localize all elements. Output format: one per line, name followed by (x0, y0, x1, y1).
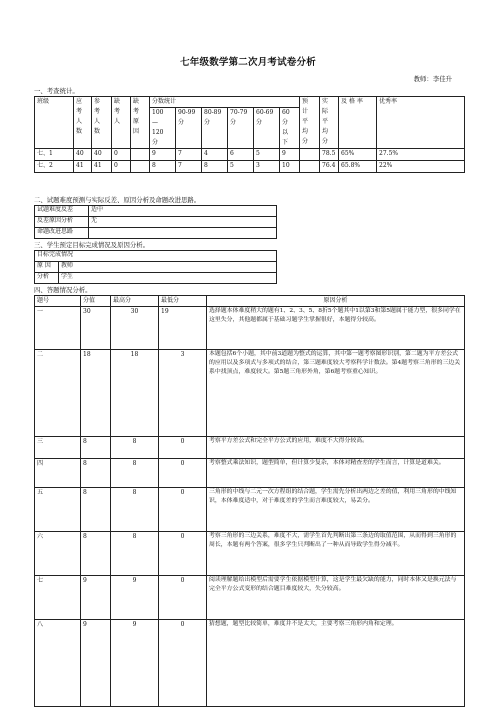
cell: 猜想题，题型比较简单，难度并不是太大，主要考察三角形内角和定理。 (207, 620, 465, 707)
table-row (35, 161, 465, 173)
section-3-heading: 三、学生预定目标完成情况及原因分析。 (34, 241, 150, 249)
header-reason-analysis: 原因分析 (207, 296, 465, 307)
cell: 9 (111, 620, 159, 707)
cell: 9 (81, 576, 111, 620)
cell: 18 (111, 350, 159, 437)
cell: 8 (111, 459, 159, 488)
table-row (35, 273, 277, 284)
cell: 五 (35, 488, 81, 532)
table-row (35, 307, 465, 350)
cell: 10 (280, 161, 300, 173)
cell: 8 (202, 161, 228, 173)
cell (300, 149, 320, 161)
cell: 8 (111, 532, 159, 576)
header-range-below-60: 60 分 以 下 (280, 108, 300, 149)
cell: 19 (159, 307, 207, 350)
header-min-score: 最低分 (159, 296, 207, 307)
cell (300, 161, 320, 173)
cell (89, 228, 277, 239)
teacher-name: 教师：李佳升 (413, 75, 452, 83)
cell (131, 149, 150, 161)
cell: 0 (159, 576, 207, 620)
cell: 78.5 (320, 149, 339, 161)
cell (131, 161, 150, 173)
cell: 27.5% (377, 149, 465, 161)
cell: 本题包括6个小题，其中前3道题为整式的运算，其中第一题考察图形识别，第二题为平方差公式的应用以及多项式与多项式的结合，第三题难度较大考察科学计数法。第4题考察三角形的三边关系中找顶点，难度较大。第5题三角形外角，第6题考察重心知识。 (207, 350, 465, 437)
table-row (35, 262, 277, 273)
section-4-heading: 四、答题情况分析。 (34, 286, 92, 294)
cell: 9 (111, 576, 159, 620)
header-range-80-89: 80-89 分 (202, 108, 228, 149)
student-label: 学生 (59, 273, 277, 284)
cell: 六 (35, 532, 81, 576)
cell: 七 (35, 576, 81, 620)
header-question-no: 题号 (35, 296, 81, 307)
table-row (35, 576, 465, 620)
cell: 考察整式乘法知识，题型简单，但计算少复杂，本体对精查差的学生而言，计算是道难关。 (207, 459, 465, 488)
header-range-60-69: 60-69 分 (254, 108, 280, 149)
cell: 22% (377, 161, 465, 173)
cell: 76.4 (320, 161, 339, 173)
table-row (35, 532, 465, 576)
table-row (35, 437, 465, 459)
header-class: 班级 (35, 97, 74, 149)
cell: 七、1 (35, 149, 74, 161)
table-row (35, 228, 277, 239)
header-should-attend: 应 考 人 数 (74, 97, 92, 149)
cell: 8 (81, 437, 111, 459)
cell: 18 (81, 350, 111, 437)
cell: 0 (159, 459, 207, 488)
cell: 0 (159, 532, 207, 576)
difficulty-table (34, 205, 277, 239)
cell: 65.8% (339, 161, 377, 173)
cell: 0 (112, 161, 131, 173)
cell: 9 (280, 149, 300, 161)
header-actual-avg: 实 际 平 均 分 (320, 97, 339, 149)
header-range-100-120: 100 — 120 分 (150, 108, 176, 149)
cell: 41 (74, 161, 92, 173)
cell: 考察平方差公式和完全平方公式的应用，难度不大得分较高。 (207, 437, 465, 459)
cell: 8 (150, 161, 176, 173)
cell: 30 (81, 307, 111, 350)
header-range-90-99: 90-99 分 (176, 108, 202, 149)
cell: 四 (35, 459, 81, 488)
table-row (35, 251, 277, 262)
teacher-label: 教师 (59, 262, 277, 273)
header-max-score: 最高分 (111, 296, 159, 307)
header-pass-rate: 及 格 率 (339, 97, 377, 149)
reason-label: 原 因 (35, 262, 59, 273)
answer-header-row (35, 296, 465, 307)
cell: 八 (35, 620, 81, 707)
analysis-label: 分析 (35, 273, 59, 284)
target-label: 目标完成情况 (35, 251, 277, 262)
cell: 5 (228, 161, 254, 173)
cell: 0 (159, 437, 207, 459)
cell: 8 (81, 459, 111, 488)
stats-table (34, 96, 465, 173)
cell: 二 (35, 350, 81, 437)
answer-table (34, 295, 465, 707)
cell: 0 (159, 488, 207, 532)
cell: 4 (202, 149, 228, 161)
header-score-stats: 分数统计 (150, 97, 300, 108)
cell: 0 (112, 149, 131, 161)
header-excellent-rate: 优秀率 (377, 97, 465, 149)
cell: 8 (81, 532, 111, 576)
cell: 三 (35, 437, 81, 459)
header-range-70-79: 70-79 分 (228, 108, 254, 149)
table-row (35, 350, 465, 437)
table-row (35, 149, 465, 161)
cell: 3 (254, 161, 280, 173)
page-title: 七年级数学第二次月考试卷分析 (180, 57, 316, 68)
cell: 一 (35, 307, 81, 350)
cell: 8 (111, 488, 159, 532)
cell: 试题难度反差 (35, 206, 89, 217)
cell: 65% (339, 149, 377, 161)
target-table (34, 250, 277, 284)
cell: 6 (228, 149, 254, 161)
cell: 考察三角形的三边关系，难度不大，需学生首先判断出第三条边的取值范围，从而得到三角形的周长，本题有两个答案，很多学生只判断出了一种从而导致学生得分减半。 (207, 532, 465, 576)
header-absent-reason: 缺 考 原 因 (131, 97, 150, 149)
cell: 选择题本体难度稍大的题有1、2、3、5、8折5个题其中1以第3和第5题属于能力型，很多同学在这里失分，其他题都属于基础习题学生掌握很好，本题得分较高。 (207, 307, 465, 350)
cell: 8 (81, 488, 111, 532)
header-absent: 缺 考 人 (112, 97, 131, 149)
cell: 0 (159, 620, 207, 707)
cell: 3 (159, 350, 207, 437)
cell: 9 (81, 620, 111, 707)
cell: 三角形的中线与二元一次方程组的结合题，学生需先分析出两边之差的值，利用三角形的中线知识，本体难度适中，对于难度差的学生而言难度较大，易丢分。 (207, 488, 465, 532)
stats-header-row-1 (35, 97, 465, 108)
cell: 30 (111, 307, 159, 350)
section-1-heading: 一、考查统计。 (34, 87, 79, 95)
cell: 7 (176, 161, 202, 173)
cell: 7 (176, 149, 202, 161)
table-row (35, 206, 277, 217)
table-row (35, 620, 465, 707)
cell: 反差原因分析 (35, 217, 89, 228)
cell: 七、2 (35, 161, 74, 173)
section-2-heading: 二、试题难度预测与实际反差、原因分析及命题改进思路。 (34, 196, 201, 204)
cell: 40 (92, 149, 112, 161)
cell: 41 (92, 161, 112, 173)
table-row (35, 459, 465, 488)
cell: 5 (254, 149, 280, 161)
cell: 阅读理解题给出模型后需要学生依据模型计算，这是学生最欠缺的能力，同时本体又是换元法与完全平方公式变形的结合题目难度较大，失分较高。 (207, 576, 465, 620)
cell: 适中 (89, 206, 277, 217)
header-actual-attend: 参 考 人 数 (92, 97, 112, 149)
cell: 40 (74, 149, 92, 161)
cell: 命题改进思路 (35, 228, 89, 239)
header-score-value: 分值 (81, 296, 111, 307)
header-expected-avg: 预 计 平 均 分 (300, 97, 320, 149)
cell: 9 (150, 149, 176, 161)
table-row (35, 217, 277, 228)
cell: 无 (89, 217, 277, 228)
table-row (35, 488, 465, 532)
cell: 8 (111, 437, 159, 459)
